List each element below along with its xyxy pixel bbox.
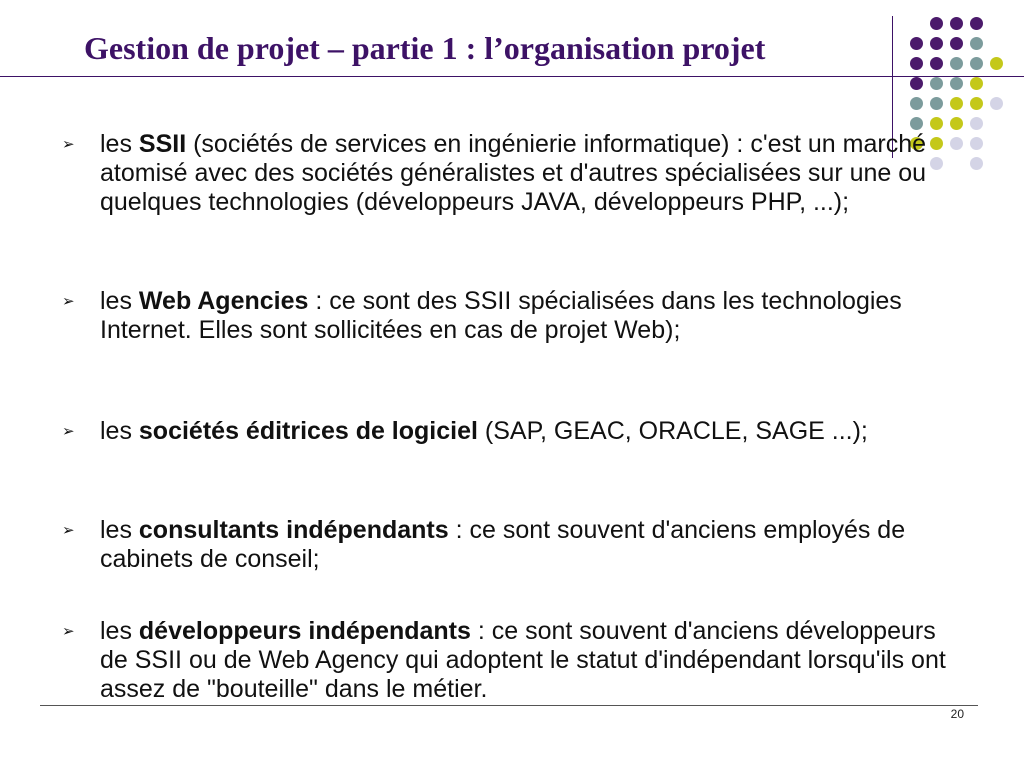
decorative-dot: [930, 117, 943, 130]
bullet-text: [100, 516, 948, 574]
bullet-text: [100, 130, 948, 217]
decorative-dot: [910, 97, 923, 110]
decorative-dot: [930, 77, 943, 90]
slide-number: 20: [950, 707, 964, 721]
decorative-dot: [970, 57, 983, 70]
decorative-dot: [970, 117, 983, 130]
bullet-term: développeurs indépendants: [138, 617, 471, 645]
bullet-term: sociétés éditrices de logiciel: [138, 417, 478, 445]
decorative-dot: [950, 77, 963, 90]
bullet-item-consultants: [58, 516, 948, 574]
decorative-dot: [930, 57, 943, 70]
bullet-item-developpeurs: [58, 617, 948, 704]
decorative-dot: [970, 37, 983, 50]
bullet-term: Web Agencies: [138, 287, 309, 315]
bullet-text: [100, 617, 948, 704]
decorative-dot: [950, 17, 963, 30]
bullet-description: : ce sont des SSII spécialisées dans les technologies Internet. Elles sont sollicitées en cas de projet Web);: [100, 287, 902, 344]
bullet-term: consultants indépendants: [138, 516, 449, 544]
bullet-prefix: les: [100, 287, 139, 315]
bullet-prefix: les: [100, 617, 139, 645]
decorative-dot: [910, 57, 923, 70]
arrow-bullet-icon: ➢: [62, 423, 75, 440]
arrow-bullet-icon: ➢: [62, 136, 75, 153]
decorative-dot: [950, 97, 963, 110]
decorative-dot: [930, 97, 943, 110]
bullet-prefix: les: [100, 417, 139, 445]
decorative-dot: [970, 157, 983, 170]
decorative-dot: [970, 97, 983, 110]
bullet-text: [100, 417, 948, 446]
decorative-dot: [990, 57, 1003, 70]
arrow-bullet-icon: ➢: [62, 522, 75, 539]
decorative-dot: [970, 137, 983, 150]
footer-rule: [40, 705, 978, 706]
decorative-dot: [930, 17, 943, 30]
bullet-description: (sociétés de services en ingénierie informatique) : c'est un marché atomisé avec des sociétés généralistes et d'autres spécialisées sur une ou quelques technologies (développeurs JAVA, développeurs PHP, ...);: [100, 130, 927, 216]
decorative-dot: [950, 57, 963, 70]
decorative-dot: [970, 17, 983, 30]
bullet-prefix: les: [100, 130, 139, 158]
decorative-dot: [950, 137, 963, 150]
bullet-item-web-agencies: [58, 287, 948, 345]
bullet-term: SSII: [138, 130, 187, 158]
arrow-bullet-icon: ➢: [62, 623, 75, 640]
decorative-dot: [970, 77, 983, 90]
decorative-dot: [950, 37, 963, 50]
bullet-item-ssii: [58, 130, 948, 217]
decorative-dot: [990, 97, 1003, 110]
slide-title: Gestion de projet – partie 1 : l’organisation projet: [84, 30, 766, 66]
bullet-prefix: les: [100, 516, 139, 544]
arrow-bullet-icon: ➢: [62, 293, 75, 310]
bullet-description: (SAP, GEAC, ORACLE, SAGE ...);: [477, 417, 868, 445]
bullet-item-editeurs: [58, 417, 948, 446]
bullet-description: : ce sont souvent d'anciens développeurs de SSII ou de Web Agency qui adoptent le statut d'indépendant lorsqu'ils ont assez de "bouteille" dans le métier.: [100, 617, 946, 703]
bullet-description: : ce sont souvent d'anciens employés de cabinets de conseil;: [100, 516, 906, 573]
decorative-dot: [930, 37, 943, 50]
decorative-dot: [910, 37, 923, 50]
title-underline: [0, 76, 1024, 77]
bullet-text: [100, 287, 948, 345]
decorative-dot: [950, 117, 963, 130]
decorative-dot: [910, 77, 923, 90]
decorative-dot: [910, 117, 923, 130]
